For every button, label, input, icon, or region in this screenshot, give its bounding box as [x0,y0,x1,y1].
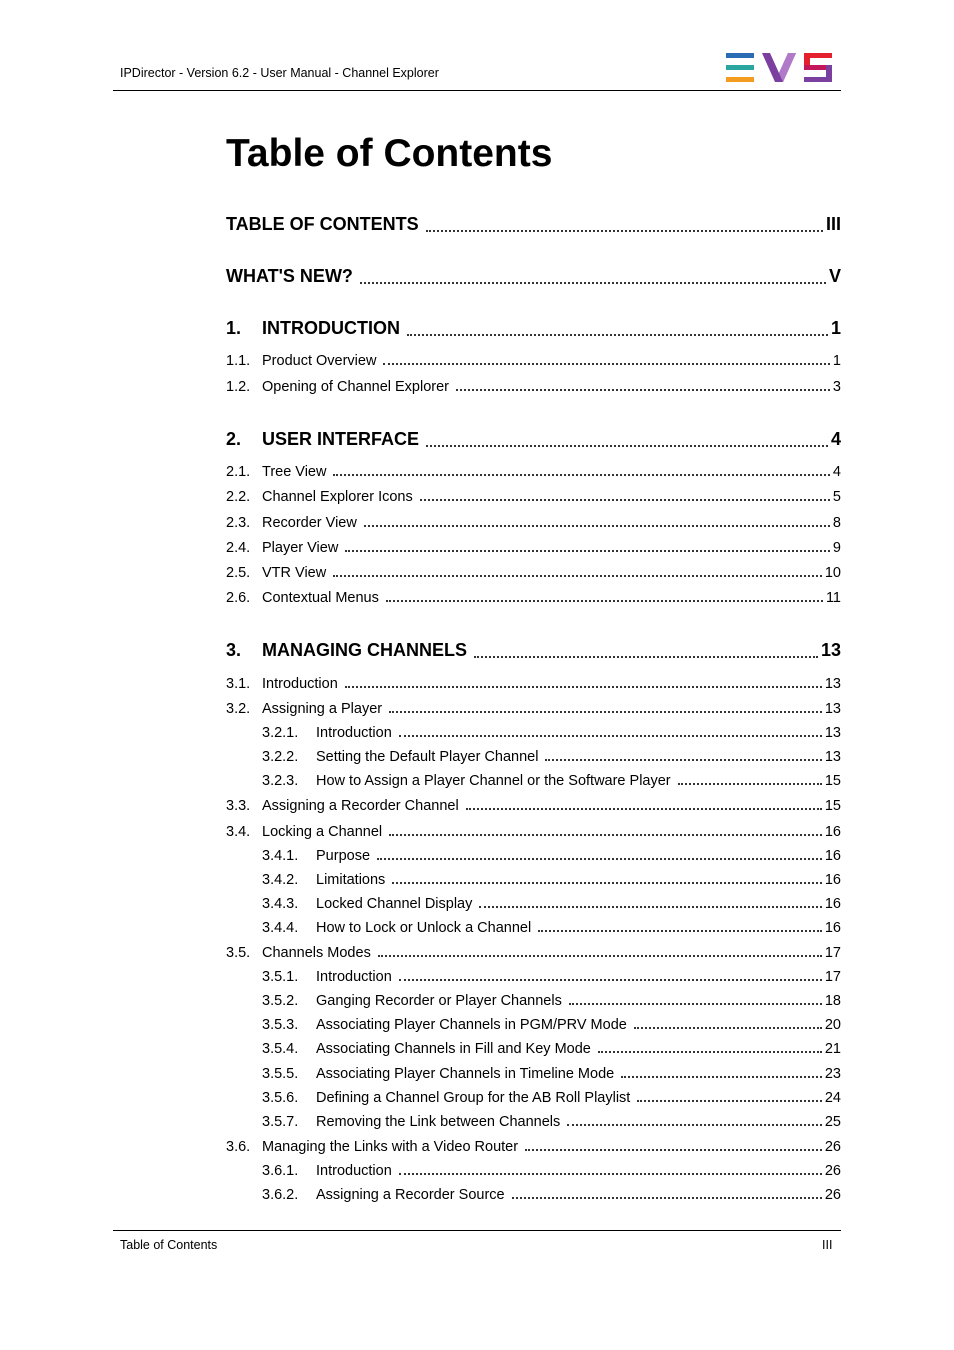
toc-entry-page: 10 [824,565,841,581]
toc-entry[interactable] [226,701,841,717]
toc-entry-page: 15 [824,798,841,814]
toc-entry-label: How to Assign a Player Channel or the Software Player [316,773,671,789]
toc-entry-number: 3.2.1. [262,725,299,741]
toc-entry-label: Introduction [262,676,338,692]
toc-entry[interactable] [226,464,841,480]
toc-entry[interactable] [226,676,841,692]
toc-entry-number: 3.5.5. [262,1066,299,1082]
toc-entry-page: III [825,214,841,234]
toc-dot-leader [621,1076,822,1078]
toc-entry-label: Managing the Links with a Video Router [262,1139,519,1155]
toc-entry[interactable] [226,896,841,912]
toc-entry-page: 9 [832,540,841,556]
toc-entry-page: 16 [824,848,841,864]
toc-dot-leader [399,979,822,981]
toc-entry-page: 5 [832,489,841,505]
toc-entry[interactable] [226,540,841,556]
toc-entry-label: Purpose [316,848,371,864]
toc-entry-label: Channel Explorer Icons [262,489,413,505]
toc-entry-number: 3.4.4. [262,920,299,936]
toc-dot-leader [377,858,822,860]
toc-entry[interactable] [226,798,841,814]
toc-dot-leader [333,575,822,577]
toc-dot-leader [474,656,818,658]
toc-entry-number: 2.3. [226,515,251,531]
toc-entry-number: 2.4. [226,540,251,556]
toc-dot-leader [525,1149,822,1151]
toc-dot-leader [634,1027,822,1029]
toc-entry-label: Locked Channel Display [316,896,473,912]
toc-entry-number: 2. [226,429,242,449]
toc-entry-page: 15 [824,773,841,789]
toc-entry-number: 3.2.3. [262,773,299,789]
toc-entry[interactable] [226,214,841,235]
toc-entry-label: USER INTERFACE [262,429,420,449]
toc-entry-number: 3.4.3. [262,896,299,912]
toc-entry-page: 13 [820,640,841,660]
toc-dot-leader [512,1197,822,1199]
toc-entry-number: 3.3. [226,798,251,814]
toc-entry-label: Assigning a Recorder Source [316,1187,505,1203]
toc-entry-number: 3.5.3. [262,1017,299,1033]
toc-entry[interactable] [226,993,841,1009]
toc-entry-label: Channels Modes [262,945,371,961]
toc-entry-page: 26 [824,1163,841,1179]
toc-entry-page: 3 [832,379,841,395]
toc-dot-leader [637,1100,822,1102]
toc-dot-leader [383,363,829,365]
toc-entry-page: 1 [830,318,841,338]
toc-dot-leader [545,759,821,761]
toc-entry-label: TABLE OF CONTENTS [226,214,419,234]
toc-entry-page: 11 [825,590,841,606]
toc-entry-page: 8 [832,515,841,531]
toc-dot-leader [426,230,823,232]
toc-entry-label: INTRODUCTION [262,318,400,338]
toc-entry-page: 23 [824,1066,841,1082]
toc-dot-leader [407,334,828,336]
toc-dot-leader [420,499,830,501]
toc-entry[interactable] [226,1163,841,1179]
toc-entry-number: 3.5.6. [262,1090,299,1106]
toc-entry-page: 16 [824,896,841,912]
toc-entry-label: Introduction [316,1163,392,1179]
toc-dot-leader [399,735,822,737]
toc-entry-page: V [828,266,841,286]
toc-entry-number: 3.2. [226,701,251,717]
toc-entry-label: Product Overview [262,353,377,369]
toc-entry[interactable] [226,515,841,531]
header-rule [113,90,841,91]
toc-dot-leader [569,1003,822,1005]
toc-entry-label: Recorder View [262,515,357,531]
toc-dot-leader [360,282,826,284]
toc-dot-leader [392,882,822,884]
toc-dot-leader [364,525,830,527]
evs-logo [726,53,834,82]
toc-entry[interactable] [226,590,841,606]
toc-entry-page: 16 [824,824,841,840]
toc-entry-label: VTR View [262,565,327,581]
toc-entry-number: 3.4.2. [262,872,299,888]
toc-entry-label: Contextual Menus [262,590,379,606]
toc-entry-number: 3.6. [226,1139,251,1155]
toc-entry-number: 3.4. [226,824,251,840]
toc-entry-page: 13 [824,701,841,717]
toc-entry-number: 3.5.4. [262,1041,299,1057]
toc-dot-leader [567,1124,822,1126]
toc-entry[interactable] [226,1017,841,1033]
toc-entry[interactable] [226,1139,841,1155]
toc-entry-number: 3.2.2. [262,749,299,765]
toc-dot-leader [456,389,830,391]
toc-entry-label: Removing the Link between Channels [316,1114,561,1130]
toc-entry-page: 26 [824,1187,841,1203]
toc-entry-number: 3. [226,640,242,660]
toc-entry-page: 17 [824,969,841,985]
toc-entry[interactable] [226,640,841,661]
toc-entry-label: How to Lock or Unlock a Channel [316,920,532,936]
toc-entry[interactable] [226,920,841,936]
toc-entry[interactable] [226,489,841,505]
toc-dot-leader [479,906,821,908]
toc-entry-label: Limitations [316,872,386,888]
toc-entry[interactable] [226,1066,841,1082]
toc-entry-label: Introduction [316,969,392,985]
toc-entry-number: 3.6.2. [262,1187,299,1203]
toc-entry[interactable] [226,429,841,450]
toc-entry-label: MANAGING CHANNELS [262,640,467,660]
toc-entry-page: 16 [824,872,841,888]
toc-entry-page: 4 [830,429,841,449]
toc-entry-page: 24 [824,1090,841,1106]
toc-entry-label: Associating Player Channels in PGM/PRV Mode [316,1017,627,1033]
toc-entry[interactable] [226,969,841,985]
toc-entry-page: 16 [824,920,841,936]
toc-dot-leader [426,445,828,447]
toc-entry-page: 4 [832,464,841,480]
toc-entry-number: 2.6. [226,590,251,606]
toc-entry[interactable] [226,1114,841,1130]
toc-entry-number: 3.5. [226,945,251,961]
toc-dot-leader [389,711,822,713]
toc-entry[interactable] [226,848,841,864]
footer-rule [113,1230,841,1231]
toc-entry-number: 3.5.7. [262,1114,299,1130]
toc-entry[interactable] [226,1041,841,1057]
toc-entry-label: Associating Channels in Fill and Key Mode [316,1041,591,1057]
toc-entry-number: 1.2. [226,379,251,395]
toc-entry-number: 1. [226,318,242,338]
toc-entry-number: 2.2. [226,489,251,505]
toc-entry-label: Locking a Channel [262,824,383,840]
toc-entry[interactable] [226,565,841,581]
toc-dot-leader [333,474,829,476]
toc-dot-leader [378,955,822,957]
toc-entry[interactable] [226,945,841,961]
toc-entry[interactable] [226,318,841,339]
toc-dot-leader [345,686,822,688]
toc-entry-number: 2.5. [226,565,251,581]
toc-entry-page: 21 [824,1041,841,1057]
toc-entry-page: 13 [824,676,841,692]
toc-entry-label: Assigning a Player [262,701,383,717]
toc-entry-number: 3.5.1. [262,969,299,985]
toc-dot-leader [598,1051,822,1053]
toc-entry-page: 13 [824,725,841,741]
toc-entry[interactable] [226,1090,841,1106]
toc-dot-leader [345,550,830,552]
page-title: Table of Contents [226,132,553,175]
toc-entry[interactable] [226,379,841,395]
toc-entry[interactable] [226,749,841,765]
toc-entry-label: Ganging Recorder or Player Channels [316,993,562,1009]
toc-dot-leader [386,600,823,602]
toc-entry[interactable] [226,1187,841,1203]
toc-entry-label: Assigning a Recorder Channel [262,798,459,814]
toc-entry-label: Setting the Default Player Channel [316,749,539,765]
toc-entry-number: 3.1. [226,676,251,692]
document-header-title: IPDirector - Version 6.2 - User Manual - Channel Explorer [120,66,439,80]
toc-entry-number: 1.1. [226,353,251,369]
footer-section-title: Table of Contents [120,1238,218,1252]
toc-entry-page: 26 [824,1139,841,1155]
toc-entry-label: Defining a Channel Group for the AB Roll Playlist [316,1090,631,1106]
toc-entry-page: 18 [824,993,841,1009]
toc-entry-label: Tree View [262,464,327,480]
toc-entry-page: 1 [832,353,841,369]
toc-entry-label: WHAT'S NEW? [226,266,353,286]
toc-dot-leader [538,930,822,932]
toc-entry-page: 17 [824,945,841,961]
toc-entry[interactable] [226,353,841,369]
toc-dot-leader [466,808,822,810]
footer-page-number: III [822,1238,833,1252]
toc-entry[interactable] [226,725,841,741]
toc-entry-label: Player View [262,540,339,556]
toc-entry[interactable] [226,872,841,888]
toc-dot-leader [389,834,822,836]
toc-entry[interactable] [226,773,841,789]
toc-entry-label: Associating Player Channels in Timeline Mode [316,1066,615,1082]
toc-entry-page: 20 [824,1017,841,1033]
toc-entry-number: 3.4.1. [262,848,299,864]
toc-entry-number: 2.1. [226,464,251,480]
toc-entry-number: 3.5.2. [262,993,299,1009]
toc-entry[interactable] [226,266,841,287]
toc-entry-label: Introduction [316,725,392,741]
toc-dot-leader [678,783,822,785]
toc-dot-leader [399,1173,822,1175]
toc-entry-number: 3.6.1. [262,1163,299,1179]
toc-entry-page: 25 [824,1114,841,1130]
toc-entry[interactable] [226,824,841,840]
toc-entry-label: Opening of Channel Explorer [262,379,450,395]
toc-entry-page: 13 [824,749,841,765]
